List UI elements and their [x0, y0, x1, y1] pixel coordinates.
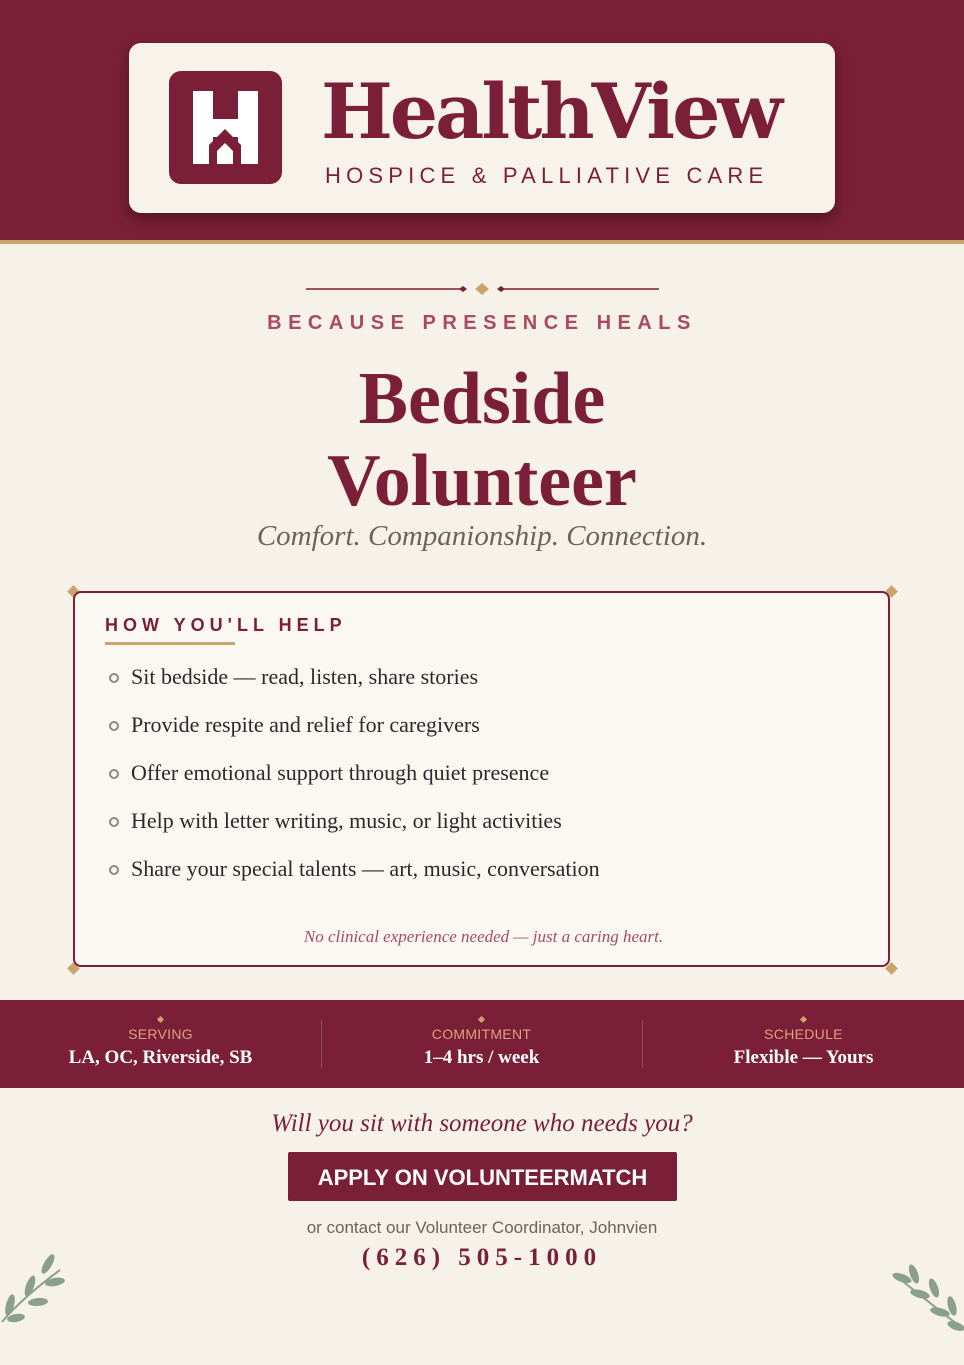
- list-item: [105, 809, 600, 857]
- brand-tagline: HOSPICE & PALLIATIVE CARE: [325, 163, 769, 188]
- list-item-text: Help with letter writing, music, or light activities: [131, 808, 562, 833]
- list-item-text: Share your special talents — art, music, conversation: [131, 856, 600, 881]
- help-note: No clinical experience needed — just a caring heart.: [303, 927, 664, 946]
- help-list: [105, 665, 600, 905]
- phone-number[interactable]: (626) 505-1000: [361, 1244, 603, 1271]
- bullet-circle-icon: [109, 865, 119, 875]
- info-band: [0, 1000, 964, 1088]
- diamond-icon: [157, 1016, 164, 1023]
- list-item: [105, 857, 600, 905]
- help-panel: [73, 591, 890, 967]
- help-title-underline: [105, 642, 235, 645]
- list-item: [105, 665, 600, 713]
- brand-name: HealthView: [321, 67, 780, 156]
- info-label: SERVING: [128, 1026, 193, 1042]
- headline-line-2: Volunteer: [327, 440, 637, 522]
- list-item-text: Provide respite and relief for caregivers: [131, 712, 480, 737]
- info-label: COMMITMENT: [431, 1026, 532, 1042]
- kicker-text: BECAUSE PRESENCE HEALS: [267, 312, 697, 334]
- ornament-divider: [304, 280, 660, 300]
- bullet-circle-icon: [109, 673, 119, 683]
- info-serving: [0, 1000, 321, 1088]
- bullet-circle-icon: [109, 769, 119, 779]
- info-value: 1–4 hrs / week: [423, 1047, 540, 1068]
- leaf-sprig-icon: [890, 1262, 964, 1334]
- list-item-text: Sit bedside — read, listen, share stories: [131, 664, 479, 689]
- list-item: [105, 761, 600, 809]
- house-h-logo-icon: [169, 71, 282, 184]
- logo-card: [129, 43, 835, 213]
- info-commitment: [321, 1000, 642, 1088]
- bullet-circle-icon: [109, 721, 119, 731]
- headline: [0, 358, 964, 522]
- headline-line-1: Bedside: [358, 358, 606, 440]
- apply-button[interactable]: APPLY ON VOLUNTEERMATCH: [288, 1152, 677, 1201]
- info-value: Flexible — Yours: [733, 1047, 874, 1068]
- cta-question: Will you sit with someone who needs you?: [271, 1110, 693, 1137]
- diamond-icon: [478, 1016, 485, 1023]
- contact-text: or contact our Volunteer Coordinator, Johnvien: [306, 1218, 658, 1237]
- subtitle-tagline: Comfort. Companionship. Connection.: [256, 520, 708, 552]
- diamond-icon: [800, 1016, 807, 1023]
- info-label: SCHEDULE: [764, 1026, 843, 1042]
- help-title: HOW YOU'LL HELP: [105, 615, 347, 635]
- info-schedule: [643, 1000, 964, 1088]
- list-item: [105, 713, 600, 761]
- info-value: LA, OC, Riverside, SB: [68, 1047, 253, 1068]
- header-banner: [0, 0, 964, 244]
- bullet-circle-icon: [109, 817, 119, 827]
- leaf-sprig-icon: [0, 1250, 70, 1325]
- list-item-text: Offer emotional support through quiet presence: [131, 760, 550, 785]
